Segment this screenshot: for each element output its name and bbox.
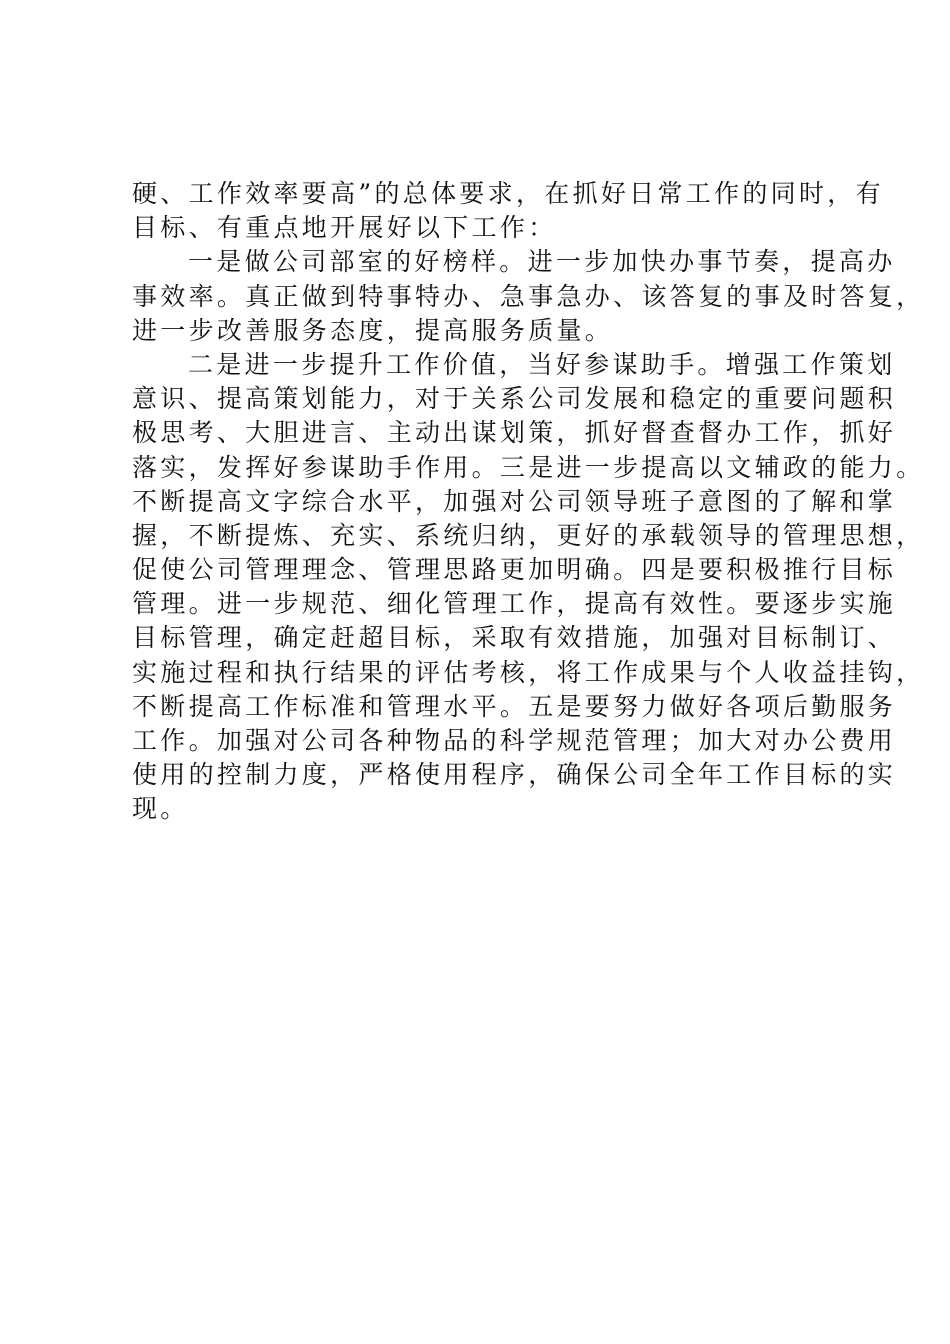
text-line: 落实，发挥好参谋助手作用。三是进一步提高以文辅政的能力。	[132, 452, 925, 482]
text-line: 工作。加强对公司各种物品的科学规范管理；加大对办公费用	[132, 726, 897, 755]
text-line: 管理。进一步规范、细化管理工作，提高有效性。要逐步实施	[132, 589, 897, 619]
text-line: 目标、有重点地开展好以下工作：	[132, 213, 557, 243]
text-line: 目标管理，确定赶超目标，采取有效措施，加强对目标制订、	[132, 623, 897, 653]
text-line: 事效率。真正做到特事特办、急事急办、该答复的事及时答复，	[132, 281, 925, 311]
text-line: 不断提高文字综合水平，加强对公司领导班子意图的了解和掌	[132, 486, 897, 516]
text-line: 意识、提高策划能力，对于关系公司发展和稳定的重要问题积	[132, 384, 897, 414]
text-line: 促使公司管理理念、管理思路更加明确。四是要积极推行目标	[132, 555, 897, 585]
document-body	[132, 177, 925, 827]
paragraph-start-line: 二是进一步提升工作价值，当好参谋助手。增强工作策划	[188, 349, 896, 379]
text-line: 硬、工作效率要高”的总体要求，在抓好日常工作的同时，有	[132, 179, 884, 208]
text-line: 进一步改善服务态度，提高服务质量。	[132, 315, 614, 345]
text-line: 极思考、大胆进言、主动出谋划策，抓好督查督办工作，抓好	[132, 418, 897, 448]
text-line: 握，不断提炼、充实、系统归纳，更好的承载领导的管理思想，	[132, 520, 925, 550]
text-line: 实施过程和执行结果的评估考核，将工作成果与个人收益挂钩，	[132, 657, 925, 687]
paragraph-start-line: 一是做公司部室的好榜样。进一步加快办事节奏，提高办	[188, 247, 896, 277]
text-line: 现。	[132, 794, 189, 824]
text-line: 不断提高工作标准和管理水平。五是要努力做好各项后勤服务	[132, 691, 897, 721]
text-line: 使用的控制力度，严格使用程序，确保公司全年工作目标的实	[132, 760, 897, 790]
